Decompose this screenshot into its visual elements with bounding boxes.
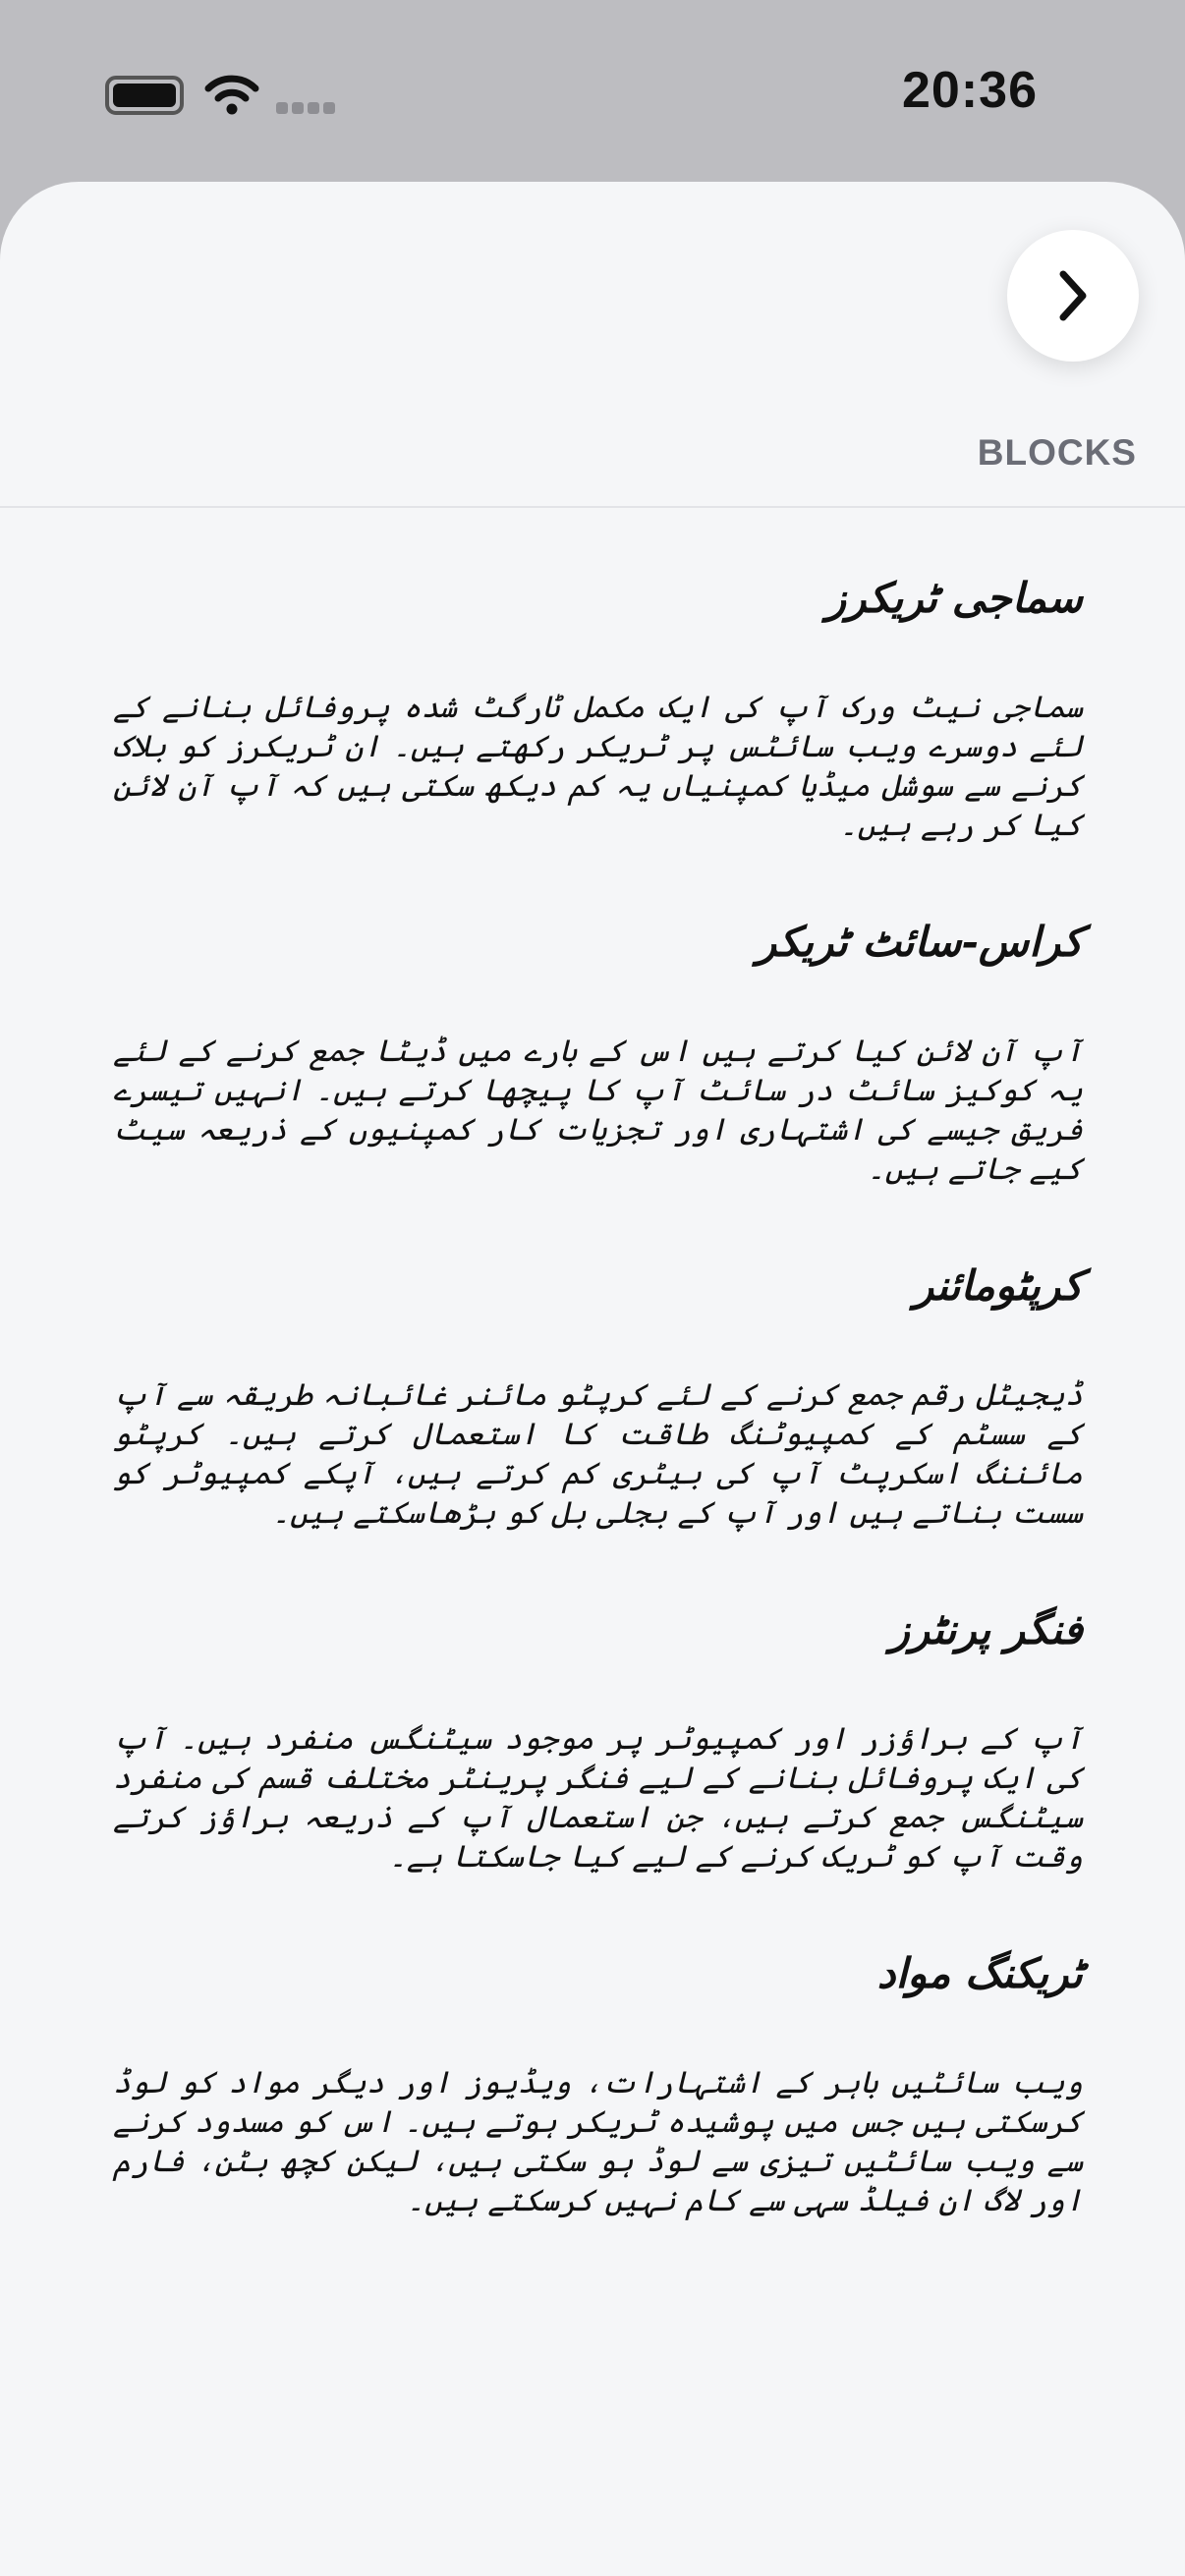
section-social-trackers [113, 560, 1083, 845]
section-title: کراس-سائٹ ٹریکر [756, 918, 1083, 966]
section-title: فنگر پرنٹرز [889, 1605, 1083, 1653]
status-bar [0, 0, 1185, 182]
section-cryptominers [113, 1248, 1083, 1533]
bottom-sheet [0, 182, 1185, 2576]
section-title: ٹریکنگ مواد [876, 1949, 1083, 1997]
section-description: آپ آن لائن کیا کرتے ہیں اس کے بارے میں ڈیٹا جمع کرنے کے لئے یہ کوکیز سائٹ در سائٹ آپ کا پیچھا کرتے ہیں۔ انہیں تیسرے فریق جیسے کی اشتہاری اور تجزیات کار کمپنیوں کے ذریعہ سیٹ کیے جاتے ہیں۔ [113, 1034, 1083, 1187]
cellular-signal-icon [276, 102, 337, 114]
chevron-right-icon [1051, 266, 1095, 325]
blocks-label: BLOCKS [977, 432, 1137, 473]
section-title: کرپٹومائنر [913, 1261, 1083, 1310]
section-title: سماجی ٹریکرز [825, 574, 1083, 622]
wifi-icon [204, 73, 259, 116]
battery-icon [105, 76, 184, 115]
section-fingerprinters [113, 1592, 1083, 1876]
section-tracking-content [113, 1935, 1083, 2220]
section-description: ویب سائٹیں باہر کے اشتہارات، ویڈیوز اور دیگر مواد کو لوڈ کرسکتی ہیں جس میں پوشیدہ ٹریکر ہوتے ہیں۔ اس کو مسدود کرنے سے ویب سائٹیں تیزی سے لوڈ ہو سکتی ہیں، لیکن کچھ بٹن، فارم اور لاگ ان فیلڈ سہی سے کام نہیں کرسکتے ہیں۔ [113, 2065, 1083, 2218]
section-cross-site-trackers [113, 904, 1083, 1189]
next-button[interactable] [1007, 230, 1139, 362]
section-description: سماجی نیٹ ورک آپ کی ایک مکمل ٹارگٹ شدہ پروفائل بنانے کے لئے دوسرے ویب سائٹس پر ٹریکر رکھتے ہیں۔ ان ٹریکرز کو بلاک کرنے سے سوشل میڈیا کمپنیاں یہ کم دیکھ سکتی ہیں کہ آپ آن لائن کیا کر رہے ہیں۔ [113, 690, 1083, 843]
tracker-list [113, 560, 1083, 2279]
section-description: آپ کے براؤزر اور کمپیوٹر پر موجود سیٹنگس منفرد ہیں۔ آپ کی ایک پروفائل بنانے کے لیے فنگر پرینٹر مختلف قسم کی منفرد سیٹنگس جمع کرتے ہیں، جن استعمال آپ کے ذریعہ براؤز کرتے وقت آپ کو ٹریک کرنے کے لیے کیا جاسکتا ہے۔ [113, 1721, 1083, 1875]
divider [0, 506, 1185, 508]
status-time: 20:36 [902, 62, 1038, 119]
section-description: ڈیجیٹل رقم جمع کرنے کے لئے کرپٹو مائنر غائبانہ طریقہ سے آپ کے سسٹم کے کمپیوٹنگ طاقت کا استعمال کرتے ہیں۔ کرپٹو مائننگ اسکرپٹ آپ کی بیٹری کم کرتے ہیں، آپکے کمپیوٹر کو سست بناتے ہیں اور آپ کے بجلی بل کو بڑھاسکتے ہیں۔ [113, 1377, 1083, 1531]
